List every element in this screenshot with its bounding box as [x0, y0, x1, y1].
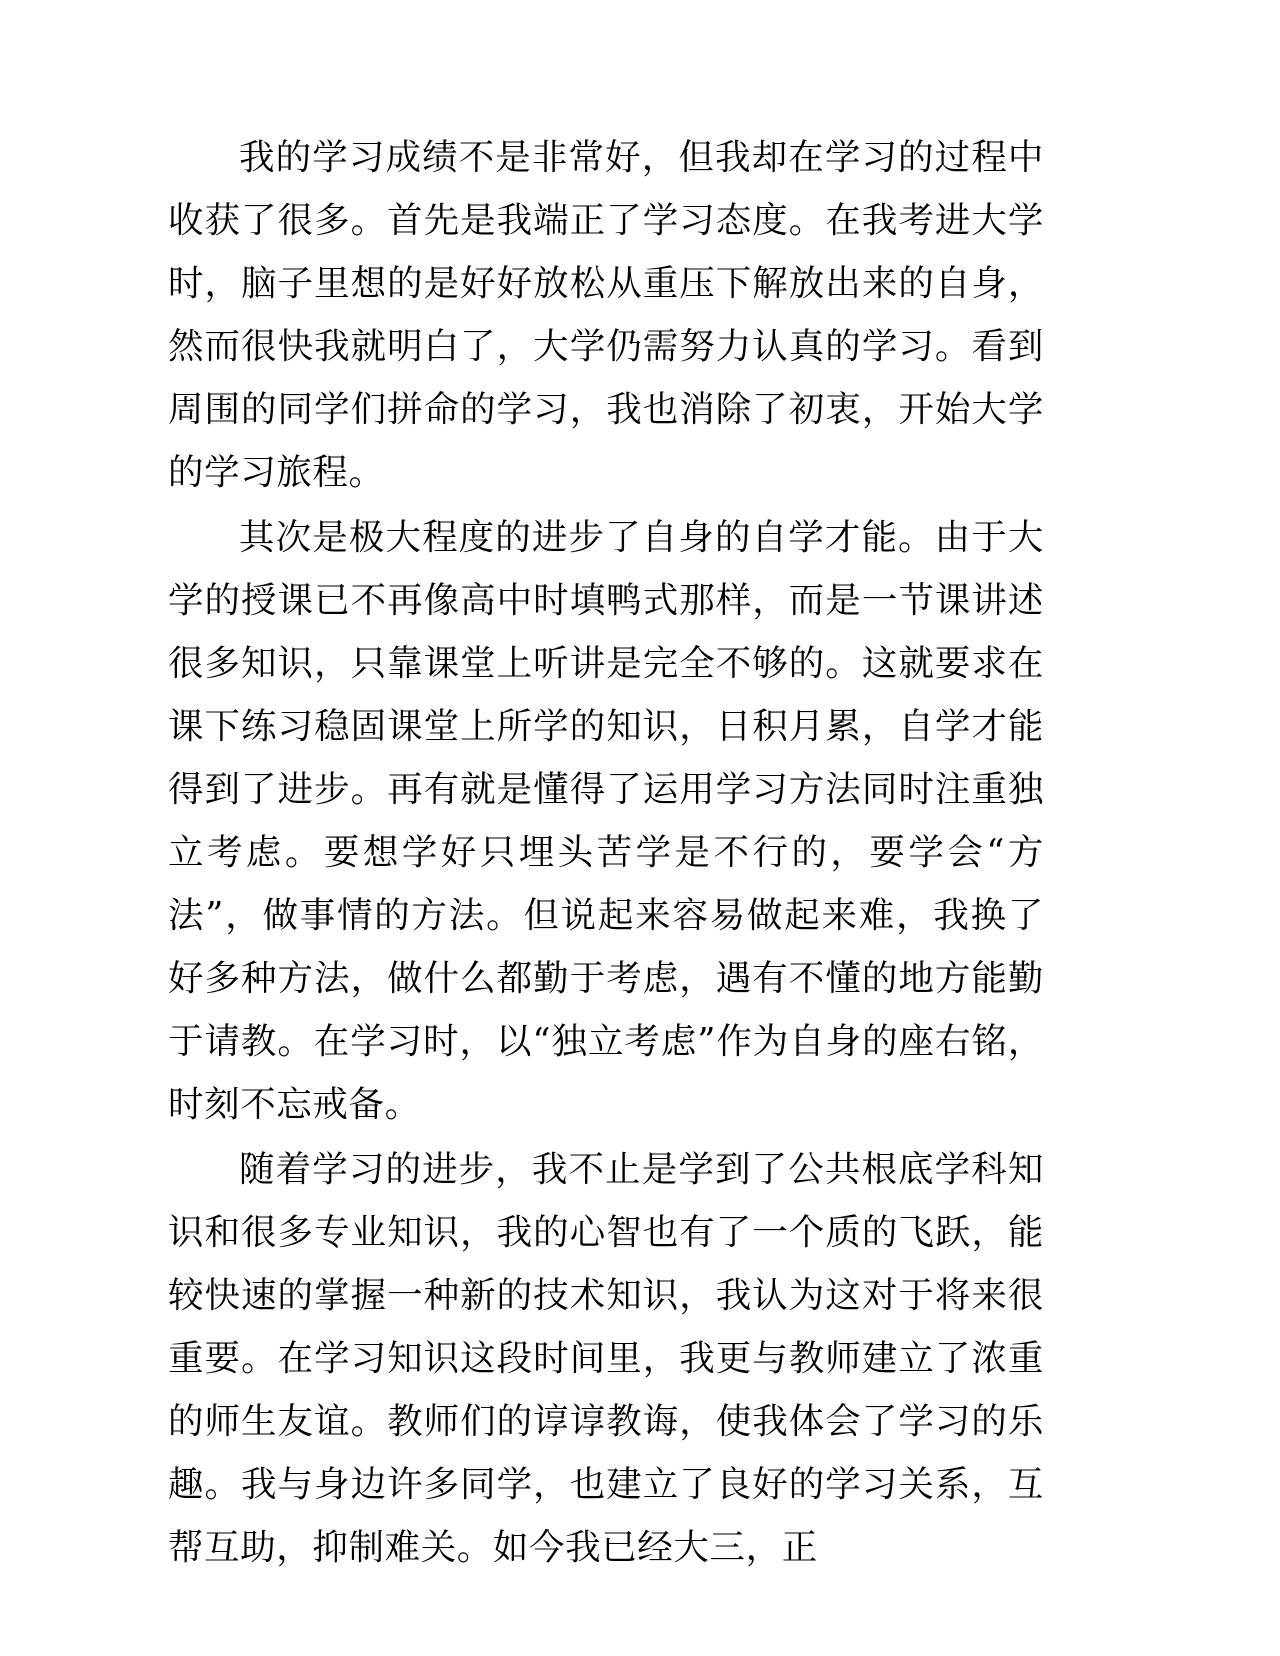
paragraph-2: 其次是极大程度的进步了自身的自学才能。由于大学的授课已不再像高中时填鸭式那样，而是一节课讲述很多知识，只靠课堂上听讲是完全不够的。这就要求在课下练习稳固课堂上所学的知识，日积月累，自学才能得到了进步。再有就是懂得了运用学习方法同时注重独立考虑。要想学好只埋头苦学是不行的，要学会“方法”，做事情的方法。但说起来容易做起来难，我换了好多种方法，做什么都勤于考虑，遇有不懂的地方能勤于请教。在学习时，以“独立考虑”作为自身的座右铭，时刻不忘戒备。 [168, 517, 1044, 1125]
document-text-body [168, 126, 1044, 1581]
paragraph-3: 随着学习的进步，我不止是学到了公共根底学科知识和很多专业知识，我的心智也有了一个质的飞跃，能较快速的掌握一种新的技术知识，我认为这对于将来很重要。在学习知识这段时间里，我更与教师建立了浓重的师生友谊。教师们的谆谆教诲，使我体会了学习的乐趣。我与身边许多同学，也建立了良好的学习关系，互帮互助，抑制难关。如今我已经大三，正 [168, 1149, 1044, 1568]
paragraph-1: 我的学习成绩不是非常好，但我却在学习的过程中收获了很多。首先是我端正了学习态度。在我考进大学时，脑子里想的是好好放松从重压下解放出来的自身，然而很快我就明白了，大学仍需努力认真的学习。看到周围的同学们拼命的学习，我也消除了初衷，开始大学的学习旅程。 [168, 137, 1044, 493]
